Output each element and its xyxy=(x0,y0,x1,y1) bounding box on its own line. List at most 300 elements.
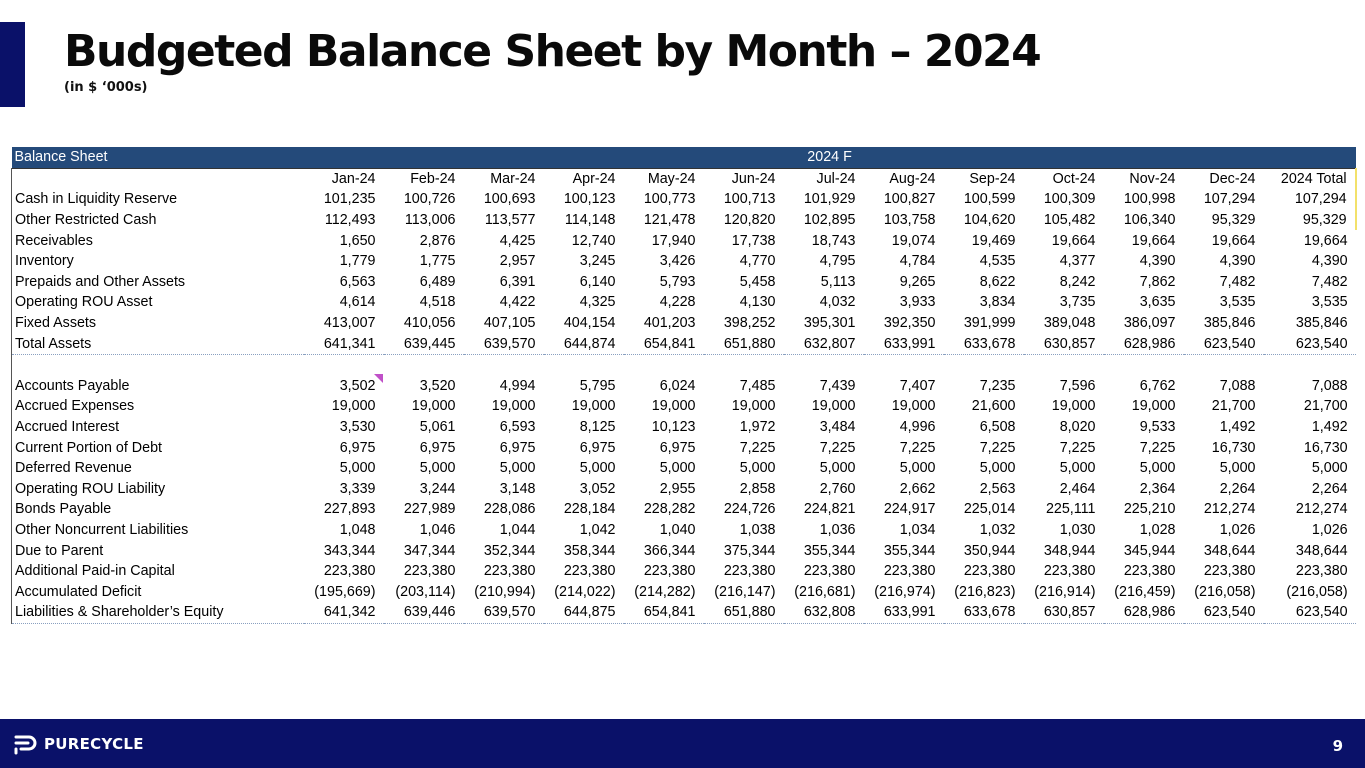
column-header: 2024 Total xyxy=(1264,168,1356,189)
table-header-row xyxy=(12,147,1356,168)
page-number: 9 xyxy=(1332,737,1343,755)
row-value: 107,294 xyxy=(1264,189,1356,210)
row-value: 633,678 xyxy=(944,602,1024,623)
column-header: May-24 xyxy=(624,168,704,189)
row-value: 103,758 xyxy=(883,212,936,229)
row-value: 6,024 xyxy=(659,377,696,394)
row-value: 623,540 xyxy=(1184,602,1264,623)
row-label: Receivables xyxy=(12,230,304,251)
row-value: 407,105 xyxy=(483,315,536,332)
row-value: 19,000 xyxy=(331,398,376,415)
row-value: 100,693 xyxy=(483,191,536,208)
row-value: 7,225 xyxy=(1059,439,1096,456)
row-value: 224,917 xyxy=(883,501,936,518)
row-value: 7,088 xyxy=(1311,377,1348,394)
row-value: 654,841 xyxy=(624,333,704,354)
purecycle-logo-icon xyxy=(12,732,38,756)
row-value: 3,635 xyxy=(1139,294,1176,311)
row-value: 2,858 xyxy=(739,480,776,497)
row-value: 227,989 xyxy=(403,501,456,518)
row-value: 7,439 xyxy=(819,377,856,394)
row-value: (216,058) xyxy=(1286,583,1348,600)
spacer-cell xyxy=(464,354,544,375)
row-value: 6,975 xyxy=(339,439,376,456)
row-value: 4,770 xyxy=(739,253,776,270)
column-header-blank xyxy=(12,168,304,189)
row-value: 1,492 xyxy=(1219,419,1256,436)
row-value: 348,644 xyxy=(1295,542,1348,559)
row-value: 4,996 xyxy=(899,419,936,436)
row-value: 18,743 xyxy=(811,232,856,249)
row-value: 1,972 xyxy=(739,419,776,436)
row-value: 7,407 xyxy=(899,377,936,394)
row-value: 4,535 xyxy=(979,253,1016,270)
row-value: 6,975 xyxy=(499,439,536,456)
row-value: 2,364 xyxy=(1139,480,1176,497)
column-header: Aug-24 xyxy=(864,168,944,189)
row-value: 100,773 xyxy=(643,191,696,208)
row-value: 95,329 xyxy=(1264,210,1356,231)
row-value: 7,596 xyxy=(1059,377,1096,394)
row-value: 5,458 xyxy=(739,273,776,290)
row-value: 225,014 xyxy=(963,501,1016,518)
table-row xyxy=(12,396,1356,417)
spacer-cell xyxy=(704,354,784,375)
row-value: 3,530 xyxy=(339,419,376,436)
row-value: 5,000 xyxy=(819,460,856,477)
row-value: 223,380 xyxy=(403,563,456,580)
balance-sheet-table xyxy=(11,147,1357,624)
table-row xyxy=(12,561,1356,582)
row-value: 4,377 xyxy=(1059,253,1096,270)
row-value: 223,380 xyxy=(1123,563,1176,580)
row-value: 641,342 xyxy=(304,602,384,623)
row-value: 100,309 xyxy=(1043,191,1096,208)
row-value: 223,380 xyxy=(883,563,936,580)
row-value: 19,000 xyxy=(891,398,936,415)
row-value: 5,113 xyxy=(820,273,856,290)
row-value: 366,344 xyxy=(643,542,696,559)
row-value: 3,484 xyxy=(819,419,856,436)
row-value: 352,344 xyxy=(483,542,536,559)
row-value: 5,795 xyxy=(579,377,616,394)
row-value: 1,034 xyxy=(899,521,936,538)
row-value: 12,740 xyxy=(571,232,616,249)
row-value: 4,614 xyxy=(339,294,376,311)
row-value: 1,036 xyxy=(819,521,856,538)
column-header: Nov-24 xyxy=(1104,168,1184,189)
row-value: 355,344 xyxy=(883,542,936,559)
row-value: 5,000 xyxy=(579,460,616,477)
row-label: Additional Paid-in Capital xyxy=(12,561,304,582)
row-value: 392,350 xyxy=(883,315,936,332)
row-value: 628,986 xyxy=(1104,333,1184,354)
column-header: Mar-24 xyxy=(464,168,544,189)
table-row xyxy=(12,189,1356,210)
row-value: 19,074 xyxy=(891,232,936,249)
table-row xyxy=(12,458,1356,479)
row-value: 101,235 xyxy=(323,191,376,208)
spacer-cell xyxy=(1024,354,1104,375)
row-value: 632,808 xyxy=(784,602,864,623)
row-value: 358,344 xyxy=(563,542,616,559)
page-subtitle: (in $ ‘000s) xyxy=(64,80,148,95)
row-value: 7,485 xyxy=(739,377,776,394)
row-value: 1,775 xyxy=(419,253,456,270)
row-value: 385,846 xyxy=(1295,315,1348,332)
row-value: 4,795 xyxy=(819,253,856,270)
row-value: 7,225 xyxy=(819,439,856,456)
total-assets-row xyxy=(12,333,1356,354)
row-value: 633,991 xyxy=(864,333,944,354)
company-logo xyxy=(12,732,144,756)
row-value: 8,622 xyxy=(979,273,1016,290)
row-value: 5,000 xyxy=(339,460,376,477)
row-value: 1,048 xyxy=(339,521,376,538)
spacer-cell xyxy=(1264,354,1356,375)
row-value: 6,140 xyxy=(579,273,616,290)
row-value: 633,991 xyxy=(864,602,944,623)
row-value: 385,846 xyxy=(1203,315,1256,332)
row-value: (216,058) xyxy=(1194,583,1256,600)
row-value: 4,422 xyxy=(499,294,536,311)
table-row xyxy=(12,520,1356,541)
row-value: 651,880 xyxy=(704,333,784,354)
row-value: 639,570 xyxy=(464,602,544,623)
row-value: 2,464 xyxy=(1059,480,1096,497)
row-value: 100,123 xyxy=(563,191,616,208)
row-value: 10,123 xyxy=(651,419,696,436)
row-value: 4,325 xyxy=(579,294,616,311)
row-value: 19,664 xyxy=(1131,232,1176,249)
row-value: 633,678 xyxy=(944,333,1024,354)
row-value: 391,999 xyxy=(963,315,1016,332)
table-row xyxy=(12,540,1356,561)
row-value: 654,841 xyxy=(624,602,704,623)
row-value: 8,125 xyxy=(579,419,616,436)
row-value: 3,244 xyxy=(419,480,456,497)
table-row xyxy=(12,251,1356,272)
row-value: 121,478 xyxy=(643,212,696,229)
row-value: 223,380 xyxy=(803,563,856,580)
row-value: 3,535 xyxy=(1311,294,1348,311)
row-value: (195,669) xyxy=(314,583,376,600)
row-value: 345,944 xyxy=(1123,542,1176,559)
row-label: Fixed Assets xyxy=(12,313,304,334)
row-value: 19,000 xyxy=(491,398,536,415)
row-label: Total Assets xyxy=(12,333,304,354)
spacer-cell xyxy=(304,354,384,375)
row-value: 100,827 xyxy=(883,191,936,208)
row-value: 3,933 xyxy=(899,294,936,311)
spacer-cell xyxy=(944,354,1024,375)
row-value: 100,713 xyxy=(723,191,776,208)
row-value: 19,664 xyxy=(1051,232,1096,249)
row-value: 1,779 xyxy=(339,253,376,270)
row-value: 6,489 xyxy=(419,273,456,290)
row-value: 1,026 xyxy=(1219,521,1256,538)
row-value: 348,644 xyxy=(1203,542,1256,559)
row-value: 106,340 xyxy=(1123,212,1176,229)
spacer-cell xyxy=(12,354,304,375)
row-value: 212,274 xyxy=(1295,501,1348,518)
column-header-row xyxy=(12,168,1356,189)
row-value: (216,459) xyxy=(1114,583,1176,600)
row-value: 100,998 xyxy=(1123,191,1176,208)
row-value: 223,380 xyxy=(483,563,536,580)
row-value: 1,032 xyxy=(979,521,1016,538)
column-header: Dec-24 xyxy=(1184,168,1264,189)
row-value: 223,380 xyxy=(563,563,616,580)
column-header: Feb-24 xyxy=(384,168,464,189)
logo-text: PURECYCLE xyxy=(44,735,144,753)
row-value: 19,000 xyxy=(411,398,456,415)
row-value: 21,600 xyxy=(971,398,1016,415)
table-row xyxy=(12,479,1356,500)
row-value: 112,493 xyxy=(324,212,376,229)
row-value: 223,380 xyxy=(1043,563,1096,580)
row-value: 644,875 xyxy=(544,602,624,623)
table-row xyxy=(12,499,1356,520)
row-value: 2,955 xyxy=(659,480,696,497)
row-value: 225,210 xyxy=(1123,501,1176,518)
spacer-cell xyxy=(784,354,864,375)
row-value: 9,265 xyxy=(899,273,936,290)
row-value: 5,000 xyxy=(499,460,536,477)
row-value: 389,048 xyxy=(1043,315,1096,332)
row-value: 114,148 xyxy=(564,212,616,229)
row-value: 19,664 xyxy=(1303,232,1348,249)
row-value: 628,986 xyxy=(1104,602,1184,623)
row-value: 7,862 xyxy=(1139,273,1176,290)
row-value: 395,301 xyxy=(803,315,856,332)
row-value: 3,245 xyxy=(579,253,616,270)
row-value: (203,114) xyxy=(395,583,456,600)
row-value: (214,282) xyxy=(634,583,696,600)
row-label: Accrued Interest xyxy=(12,417,304,438)
row-label: Liabilities & Shareholder’s Equity xyxy=(12,602,304,623)
row-value: 19,000 xyxy=(811,398,856,415)
row-value: 19,000 xyxy=(1051,398,1096,415)
comment-marker[interactable] xyxy=(374,374,383,383)
table-row xyxy=(12,210,1356,231)
row-value: 343,344 xyxy=(323,542,376,559)
row-value: (216,823) xyxy=(954,583,1016,600)
row-value: 1,026 xyxy=(1311,521,1348,538)
row-value: 17,940 xyxy=(651,232,696,249)
row-value: 224,726 xyxy=(723,501,776,518)
row-value: 644,874 xyxy=(544,333,624,354)
column-header: Oct-24 xyxy=(1024,168,1104,189)
column-header: Jan-24 xyxy=(304,168,384,189)
row-value: 623,540 xyxy=(1264,333,1356,354)
row-value: 4,228 xyxy=(659,294,696,311)
spacer-cell xyxy=(384,354,464,375)
table-body xyxy=(12,168,1356,623)
row-value: 5,000 xyxy=(1219,460,1256,477)
footer-bar xyxy=(0,719,1365,768)
row-value: 6,593 xyxy=(499,419,536,436)
row-value: 212,274 xyxy=(1203,501,1256,518)
row-value: (216,681) xyxy=(794,583,856,600)
row-value: 7,225 xyxy=(899,439,936,456)
row-value: 4,994 xyxy=(499,377,536,394)
row-value: 7,225 xyxy=(739,439,776,456)
row-value: 651,880 xyxy=(704,602,784,623)
row-value: 404,154 xyxy=(563,315,616,332)
row-value: 7,088 xyxy=(1219,377,1256,394)
row-value: 6,391 xyxy=(499,273,536,290)
row-value: 6,975 xyxy=(419,439,456,456)
row-value: 2,957 xyxy=(499,253,536,270)
row-value: 95,329 xyxy=(1211,212,1256,229)
row-value: 3,834 xyxy=(979,294,1016,311)
row-value: 355,344 xyxy=(803,542,856,559)
header-label: Balance Sheet xyxy=(12,147,304,168)
row-value: 386,097 xyxy=(1123,315,1176,332)
row-value: 1,044 xyxy=(499,521,536,538)
row-value: 2,876 xyxy=(419,232,456,249)
row-value: (214,022) xyxy=(554,583,616,600)
row-value: 101,929 xyxy=(803,191,856,208)
table-row xyxy=(12,437,1356,458)
row-value: 5,000 xyxy=(1139,460,1176,477)
row-label: Accounts Payable xyxy=(12,376,304,397)
row-value: 3,502 xyxy=(339,377,376,394)
row-value: 16,730 xyxy=(1211,439,1256,456)
row-value: (216,914) xyxy=(1034,583,1096,600)
row-value: 639,445 xyxy=(384,333,464,354)
row-value: 401,203 xyxy=(643,315,696,332)
row-value: 4,032 xyxy=(819,294,856,311)
row-label: Operating ROU Liability xyxy=(12,479,304,500)
row-value: 410,056 xyxy=(403,315,456,332)
row-value: 5,000 xyxy=(1059,460,1096,477)
row-value: 19,000 xyxy=(1131,398,1176,415)
row-value: 641,341 xyxy=(304,333,384,354)
row-value: 1,040 xyxy=(659,521,696,538)
row-label: Other Restricted Cash xyxy=(12,210,304,231)
table-row xyxy=(12,230,1356,251)
row-value: 228,184 xyxy=(563,501,616,518)
spacer-cell xyxy=(1104,354,1184,375)
row-value: 5,000 xyxy=(739,460,776,477)
row-value: 4,390 xyxy=(1219,253,1256,270)
header-period: 2024 F xyxy=(304,147,1356,168)
row-value: 623,540 xyxy=(1264,602,1356,623)
row-value: 3,148 xyxy=(499,480,536,497)
row-label: Prepaids and Other Assets xyxy=(12,272,304,293)
row-label: Current Portion of Debt xyxy=(12,437,304,458)
row-value: 630,857 xyxy=(1024,602,1104,623)
row-value: (210,994) xyxy=(474,583,536,600)
row-value: 21,700 xyxy=(1211,398,1256,415)
row-value: 19,664 xyxy=(1211,232,1256,249)
table-row xyxy=(12,272,1356,293)
row-value: 228,086 xyxy=(483,501,536,518)
spacer-cell xyxy=(624,354,704,375)
row-value: (216,147) xyxy=(714,583,776,600)
row-value: 5,000 xyxy=(659,460,696,477)
row-value: 223,380 xyxy=(723,563,776,580)
row-value: 100,726 xyxy=(403,191,456,208)
row-label: Accumulated Deficit xyxy=(12,581,304,602)
row-label: Due to Parent xyxy=(12,540,304,561)
row-value: 19,000 xyxy=(651,398,696,415)
row-label: Operating ROU Asset xyxy=(12,292,304,313)
row-value: 223,380 xyxy=(1295,563,1348,580)
row-value: 623,540 xyxy=(1184,333,1264,354)
row-label: Accrued Expenses xyxy=(12,396,304,417)
row-value: 7,225 xyxy=(979,439,1016,456)
row-value: 223,380 xyxy=(643,563,696,580)
row-value: 398,252 xyxy=(723,315,776,332)
row-value: 7,482 xyxy=(1219,273,1256,290)
row-label: Bonds Payable xyxy=(12,499,304,520)
row-value: 105,482 xyxy=(1043,212,1096,229)
row-value: 3,535 xyxy=(1219,294,1256,311)
row-value: 4,425 xyxy=(499,232,536,249)
row-value: 7,235 xyxy=(979,377,1016,394)
row-value: 6,762 xyxy=(1139,377,1176,394)
row-value: 223,380 xyxy=(323,563,376,580)
row-value: 1,042 xyxy=(579,521,616,538)
row-value: 632,807 xyxy=(784,333,864,354)
row-value: 4,518 xyxy=(419,294,456,311)
row-value: 1,046 xyxy=(419,521,456,538)
row-value: 19,469 xyxy=(971,232,1016,249)
column-header: Sep-24 xyxy=(944,168,1024,189)
row-value: 413,007 xyxy=(323,315,376,332)
row-value: 19,000 xyxy=(731,398,776,415)
row-value: 4,130 xyxy=(739,294,776,311)
row-value: 2,760 xyxy=(819,480,856,497)
row-value: 6,563 xyxy=(339,273,376,290)
row-value: 5,793 xyxy=(659,273,696,290)
row-value: 223,380 xyxy=(1203,563,1256,580)
row-value: 639,446 xyxy=(384,602,464,623)
row-value: 1,492 xyxy=(1311,419,1348,436)
row-value: 1,028 xyxy=(1139,521,1176,538)
row-value: 1,038 xyxy=(739,521,776,538)
table-row xyxy=(12,376,1356,397)
row-value: 100,599 xyxy=(963,191,1016,208)
row-value: 9,533 xyxy=(1139,419,1176,436)
column-header: Jul-24 xyxy=(784,168,864,189)
row-value: 17,738 xyxy=(731,232,776,249)
row-value: 4,784 xyxy=(899,253,936,270)
row-value: 4,390 xyxy=(1311,253,1348,270)
table-row xyxy=(12,581,1356,602)
row-value: 228,282 xyxy=(643,501,696,518)
row-value: 113,006 xyxy=(404,212,456,229)
row-value: 227,893 xyxy=(323,501,376,518)
table-row xyxy=(12,417,1356,438)
row-value: 5,000 xyxy=(1311,460,1348,477)
row-value: 104,620 xyxy=(963,212,1016,229)
row-value: 350,944 xyxy=(963,542,1016,559)
row-value: 3,052 xyxy=(579,480,616,497)
row-value: 4,390 xyxy=(1139,253,1176,270)
column-header: Apr-24 xyxy=(544,168,624,189)
row-value: 3,426 xyxy=(659,253,696,270)
row-value: 223,380 xyxy=(963,563,1016,580)
row-value: 8,242 xyxy=(1059,273,1096,290)
row-value: 16,730 xyxy=(1303,439,1348,456)
row-value: 1,650 xyxy=(339,232,376,249)
row-value: 120,820 xyxy=(723,212,776,229)
page-title: Budgeted Balance Sheet by Month – 2024 xyxy=(64,26,1041,77)
